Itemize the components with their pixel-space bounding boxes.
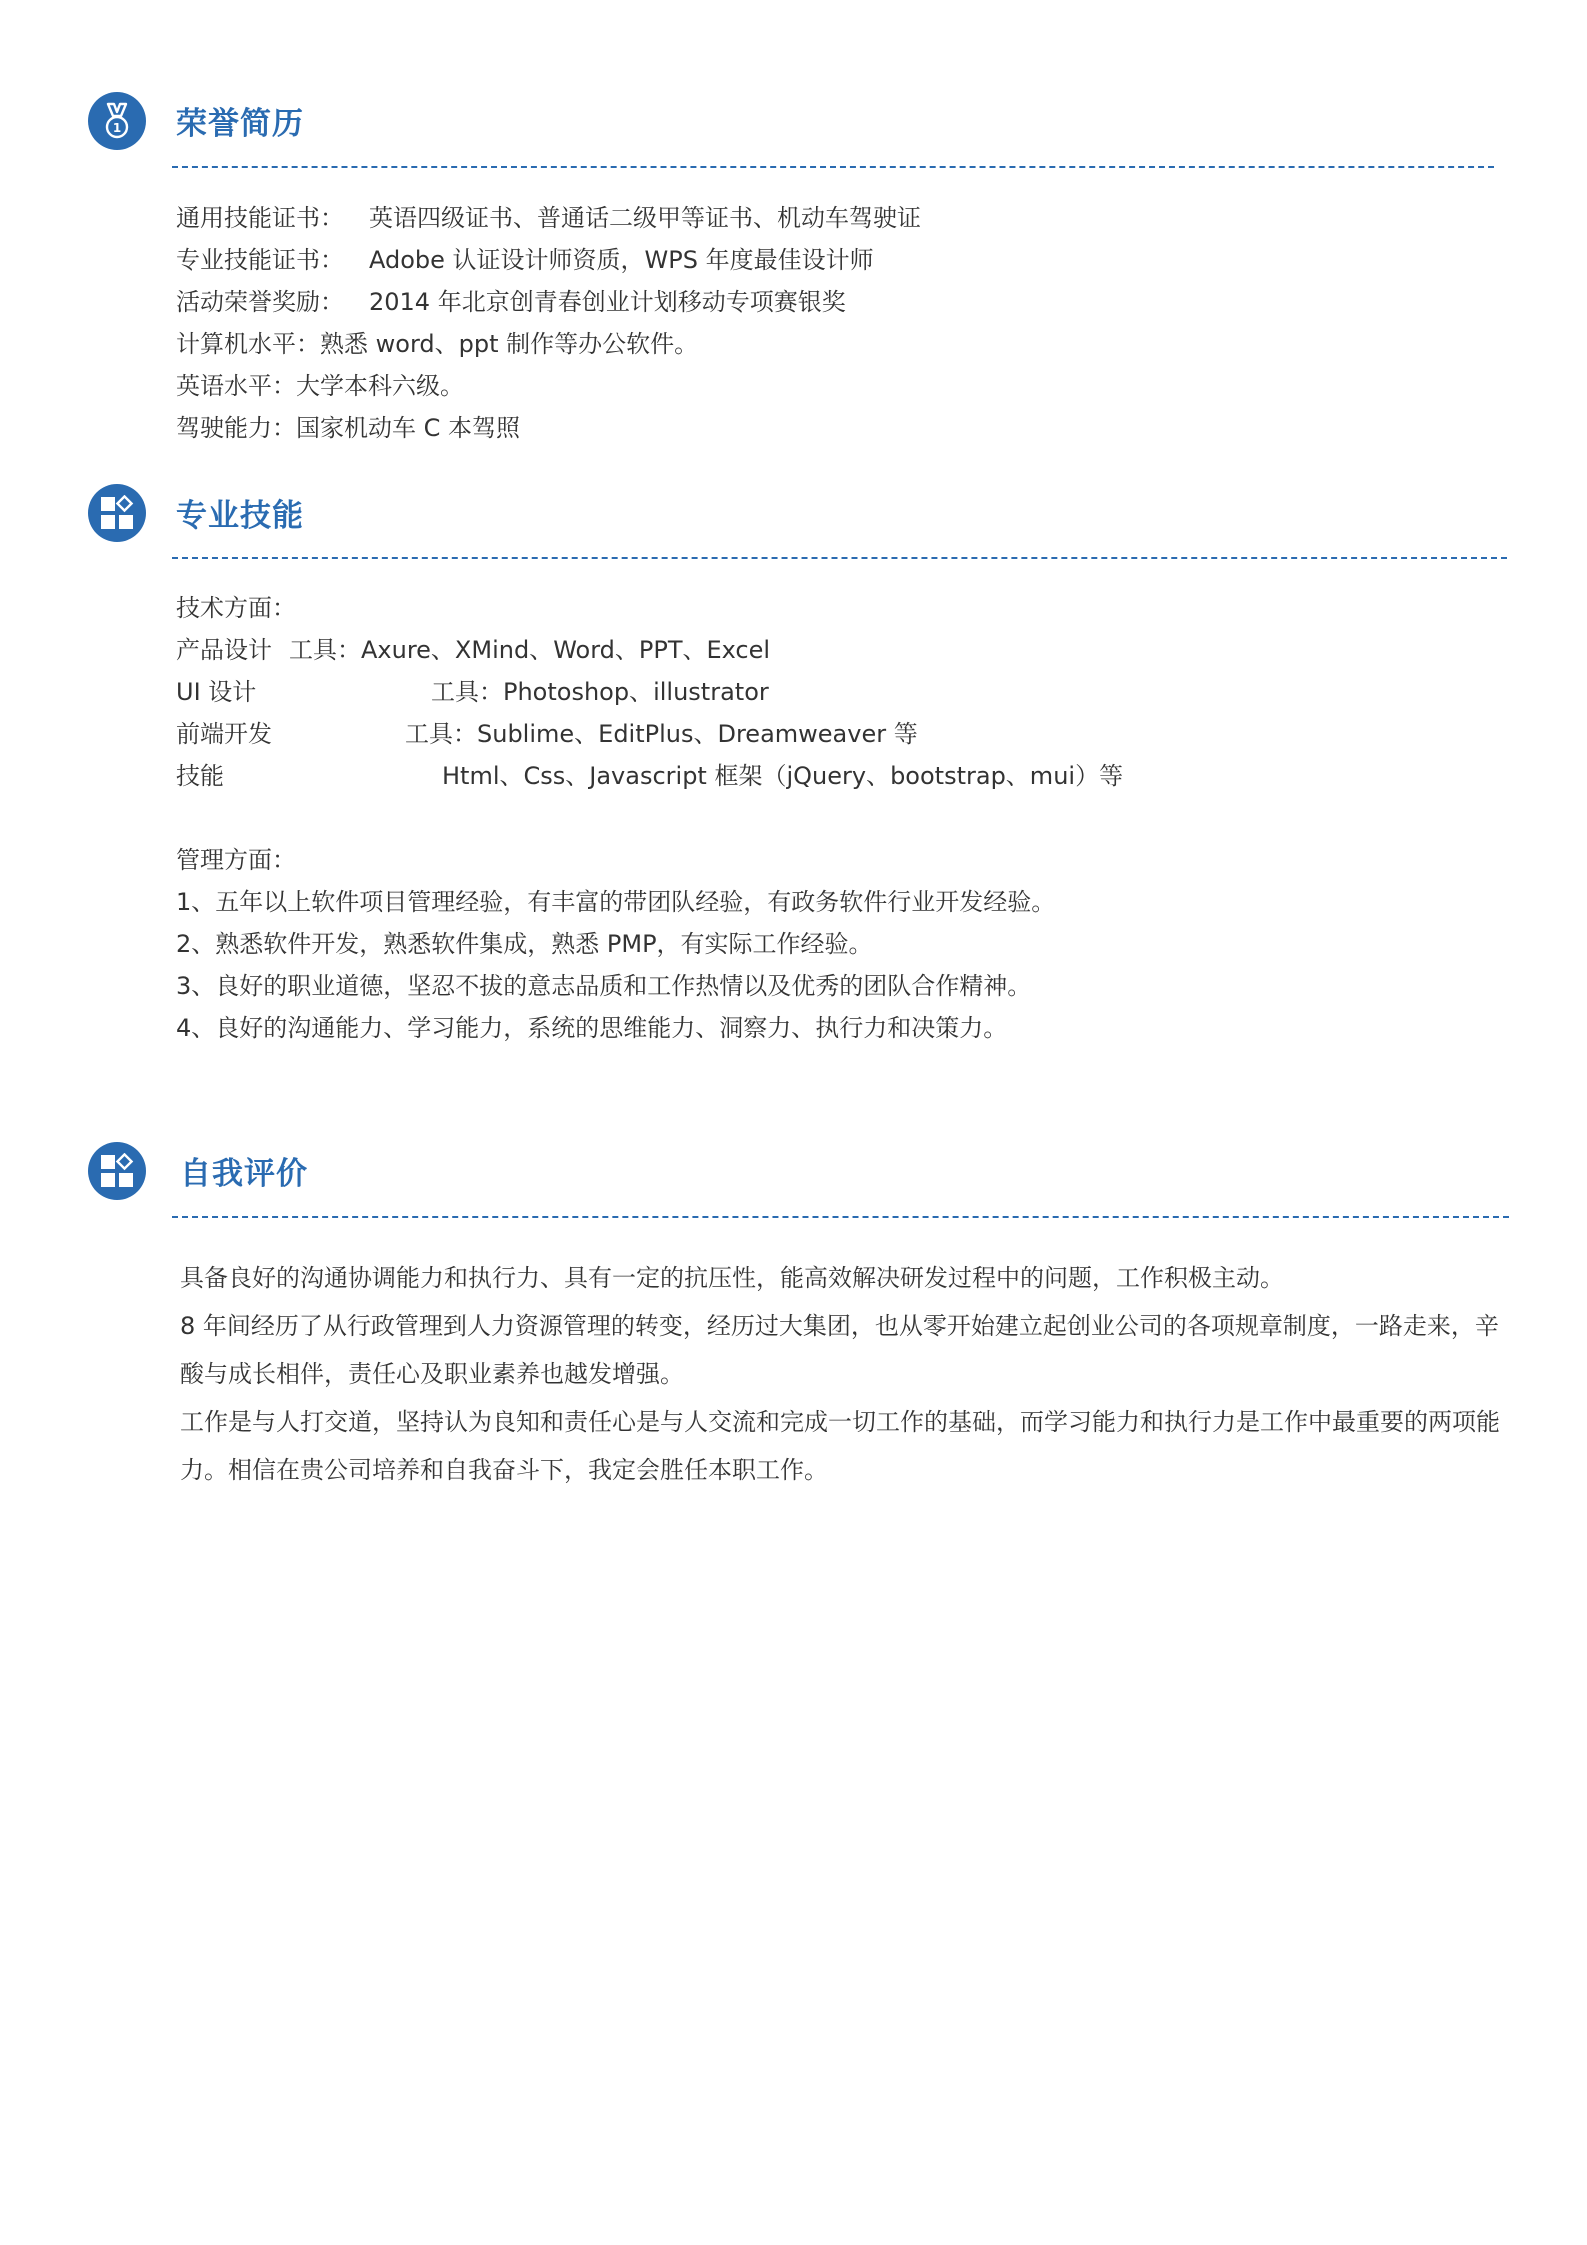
list-item: 3、良好的职业道德，坚忍不拔的意志品质和工作热情以及优秀的团队合作精神。 xyxy=(176,972,1032,1000)
skills-mgmt-list xyxy=(176,839,1476,1049)
honors-header xyxy=(88,92,1508,162)
list-item: 计算机水平：熟悉 word、ppt 制作等办公软件。 xyxy=(176,330,699,358)
list-item: 活动荣誉奖励： 2014 年北京创青春创业计划移动专项赛银奖 xyxy=(176,288,846,316)
list-item: 2、熟悉软件开发，熟悉软件集成，熟悉 PMP，有实际工作经验。 xyxy=(176,930,873,958)
grid-apps-icon xyxy=(88,484,146,542)
list-item: 通用技能证书： 英语四级证书、普通话二级甲等证书、机动车驾驶证 xyxy=(176,204,921,232)
list-item: 1、五年以上软件项目管理经验，有丰富的带团队经验，有政务软件行业开发经验。 xyxy=(176,888,1056,916)
skills-tech-list xyxy=(176,587,1476,797)
grid-apps-icon xyxy=(88,1142,146,1200)
paragraph: 8 年间经历了从行政管理到人力资源管理的转变，经历过大集团，也从零开始建立起创业公司的各项规章制度，一路走来，辛酸与成长相伴，责任心及职业素养也越发增强。 xyxy=(180,1312,1499,1388)
medal-icon xyxy=(88,92,146,150)
list-item: 产品设计 工具：Axure、XMind、Word、PPT、Excel xyxy=(176,636,771,664)
tech-heading: 技术方面： xyxy=(176,594,296,622)
section-divider xyxy=(172,557,1507,559)
list-item: 技能 Html、Css、Javascript 框架（jQuery、bootstrap、mui）等 xyxy=(176,762,1124,790)
list-item: 驾驶能力：国家机动车 C 本驾照 xyxy=(176,414,521,442)
paragraph: 具备良好的沟通协调能力和执行力、具有一定的抗压性，能高效解决研发过程中的问题，工作积极主动。 xyxy=(180,1264,1284,1292)
section-divider xyxy=(172,1216,1509,1218)
list-item: UI 设计 工具：Photoshop、illustrator xyxy=(176,678,769,706)
list-item: 前端开发 工具：Sublime、EditPlus、Dreamweaver 等 xyxy=(176,720,918,748)
honors-list xyxy=(176,197,1476,449)
section-title: 专业技能 xyxy=(176,498,304,534)
list-item: 4、良好的沟通能力、学习能力，系统的思维能力、洞察力、执行力和决策力。 xyxy=(176,1014,1008,1042)
svg-text:1: 1 xyxy=(112,121,122,135)
section-divider xyxy=(172,166,1494,168)
paragraph: 工作是与人打交道，坚持认为良知和责任心是与人交流和完成一切工作的基础，而学习能力和执行力是工作中最重要的两项能力。相信在贵公司培养和自我奋斗下，我定会胜任本职工作。 xyxy=(180,1408,1500,1484)
section-title: 荣誉简历 xyxy=(176,106,304,142)
mgmt-heading: 管理方面： xyxy=(176,846,296,874)
self-eval-text xyxy=(180,1254,1510,1494)
list-item: 专业技能证书： Adobe 认证设计师资质，WPS 年度最佳设计师 xyxy=(176,246,874,274)
section-title: 自我评价 xyxy=(180,1156,308,1192)
skills-header xyxy=(88,484,1508,554)
list-item: 英语水平：大学本科六级。 xyxy=(176,372,464,400)
self-eval-header xyxy=(88,1142,1508,1212)
